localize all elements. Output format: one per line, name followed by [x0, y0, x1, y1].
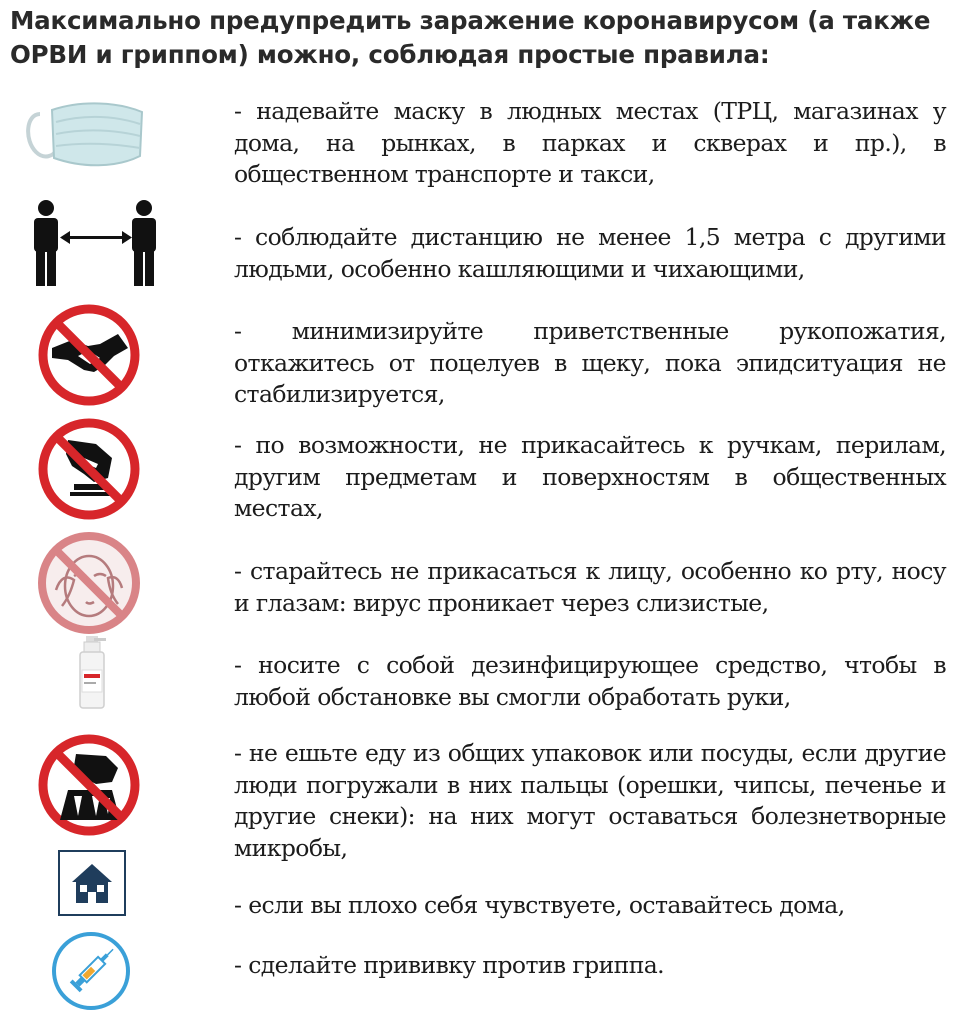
rule-text-distance: - соблюдайте дистанцию не менее 1,5 метра с другими людьми, особенно кашляющими и чихающими, — [234, 223, 946, 283]
rule-text-food: - не ешьте еду из общих упаковок или посуды, если другие люди погружали в них пальцы (орешки, чипсы, печенье и другие снеки): на них могут оставаться болезнетворные микробы, — [234, 739, 946, 862]
rule-text-face: - старайтесь не прикасаться к лицу, особенно ко рту, носу и глазам: вирус проникает через слизистые, — [234, 557, 946, 617]
no-touching-surfaces-icon — [38, 418, 140, 520]
no-touching-face-icon — [36, 530, 142, 636]
no-handshake-icon — [38, 304, 140, 406]
rule-text-vaccine: - сделайте прививку против гриппа. — [234, 951, 665, 979]
rule-text-surfaces: - по возможности, не прикасайтесь к ручкам, перилам, другим предметам и поверхностям в общественных местах, — [234, 431, 946, 522]
rule-text-sanitizer: - носите с собой дезинфицирующее средство, чтобы в любой обстановке вы смогли обработать руки, — [234, 651, 946, 711]
flu-vaccine-icon — [50, 930, 132, 1012]
stay-home-icon — [58, 850, 126, 916]
social-distance-icon — [28, 198, 164, 288]
rule-text-home: - если вы плохо себя чувствуете, оставайтесь дома, — [234, 891, 845, 919]
rule-text-mask: - надевайте маску в людных местах (ТРЦ, магазинах у дома, на рынках, в парках и скверах и пр.), в общественном транспорте и такси, — [234, 97, 946, 188]
no-shared-food-icon — [38, 734, 140, 836]
page-title: Максимально предупредить заражение коронавирусом (а также ОРВИ и гриппом) можно, соблюдая простые правила: — [10, 6, 931, 69]
face-mask-icon — [22, 96, 146, 170]
sanitizer-bottle-icon — [72, 636, 112, 710]
rule-text-handshake: - минимизируйте приветственные рукопожатия, откажитесь от поцелуев в щеку, пока эпидситуация не стабилизируется, — [234, 317, 946, 408]
